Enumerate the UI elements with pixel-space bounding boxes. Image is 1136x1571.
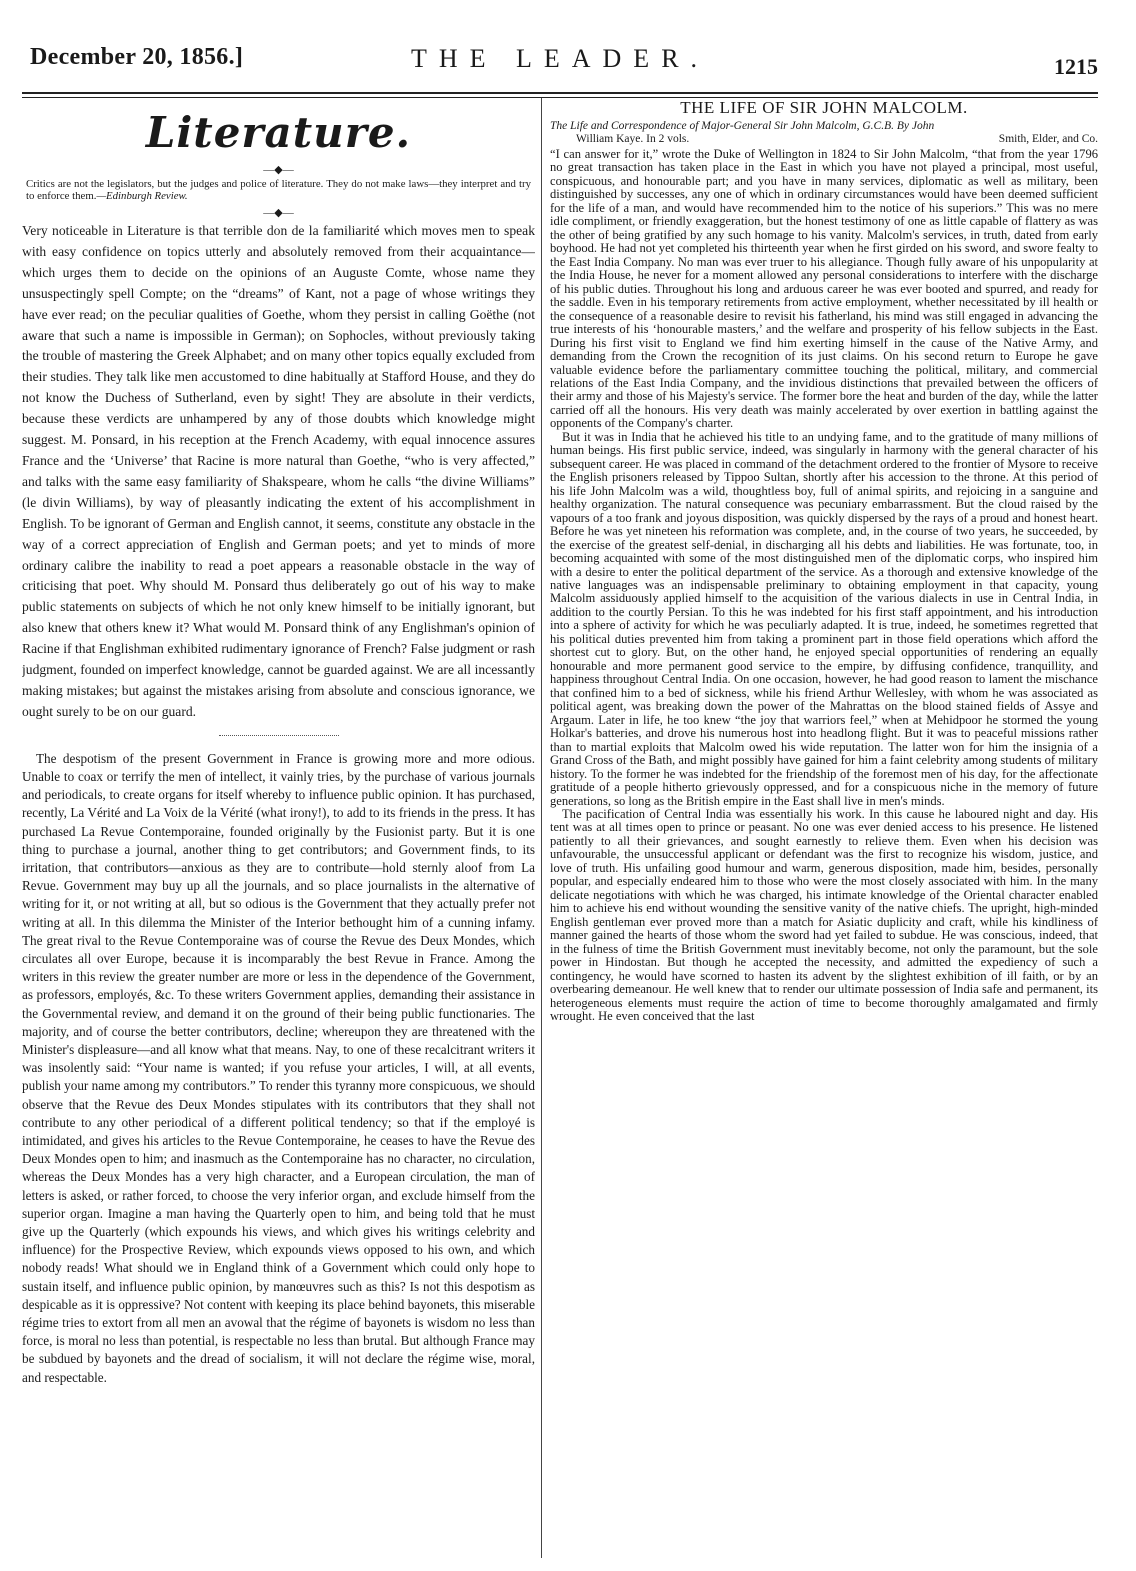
columns	[22, 98, 1098, 1558]
author-line: William Kaye. In 2 vols.	[576, 133, 690, 145]
column-rule	[541, 98, 542, 1558]
masthead	[22, 40, 1098, 94]
publisher: Smith, Elder, and Co.	[998, 133, 1098, 145]
ornament-divider: —◆—	[263, 164, 294, 176]
epigraph-source: —Edinburgh Review.	[96, 190, 188, 202]
ornament-divider: —◆—	[263, 207, 294, 219]
issue-date: December 20, 1856.]	[30, 44, 244, 70]
right-column	[550, 98, 1098, 1558]
article-paragraph: The despotism of the present Government in France is growing more and more odious. Unable to coax or terrify the men of intellect, it vainly tries, by the purchase of various journals and periodicals, to create organs for itself whereby to influence public opinion. It has purchased, recently, La Vérité and La Voix de la Vérité (what irony!), to add to its friends in the press. It has purchased La Revue Contemporaine, founded originally by the Fusionist party. But it is one thing to purchase a journal, another thing to get contributors; and Government finds, to its irritation, that contributors—anxious as they are to contribute—hold sternly aloof from La Revue. Government may buy up all the journals, and so place journalists in the alternative of writing for it, or not writing at all, but so odious is the Government that they actually prefer not writing at all. In this dilemma the Minister of the Interior bethought him of a cunning infamy. The great rival to the Revue Contemporaine was of course the Revue des Deux Mondes, which circulates all over Europe, because it is incomparably the best Revue in France. Among the writers in this review the greater number are more or less in the dependence of the Government, as professors, employés, &c. To these writers Government applies, demanding their assistance in the Governmental review, and demand it on the ground of their being public functionaries. The majority, and of course the better contributors, decline; whereupon they are threatened with the Minister's displeasure—and all know what that means. Nay, to one of these recalcitrant writers it was insolently said: “Your name is wanted; if you refuse your articles, I will, at all events, publish your name among my contributors.” To render this tyranny more conspicuous, we should observe that the Revue des Deux Mondes stipulates with its contributors that they shall not contribute to any other periodical of a different political tendency; so that if the employé is intimidated, and gives his articles to the Revue Contemporaine, he ceases to have the Revue des Deux Mondes open to him; and inasmuch as the Contemporaine has no character, no circulation, whereas the Deux Mondes has a very high character, and a European circulation, the man of letters is asked, or rather forced, to choose the very inferior organ, and exclude himself from the superior organ. Imagine a man having the Quarterly open to him, and being told that he must give up the Quarterly (which expounds his views, and which gives his writings celebrity and influence) for the Prospective Review, which expounds views opposed to his own, and which nobody reads! What should we in England think of a Government which could only hope to sustain itself, and influence public opinion, by manœuvres such as this? Is not this despotism as despicable as it is oppressive? Not content with keeping its place behind bayonets, this miserable régime tries to extort from all men an avowal that the régime of bayonets is wisdom no less than force, is moral no less than potential, is respectable no less than brutal. But although France may be subdued by bayonets and the dread of socialism, it will not declare the régime wise, moral, and respectable.	[22, 750, 535, 1385]
section-separator	[219, 735, 339, 736]
review-book-details	[576, 133, 1098, 146]
article-paragraph: Very noticeable in Literature is that terrible don de la familiarité which moves men to speak with easy confidence on topics utterly and absolutely removed from their acquaintance—which urges them to decide on the opinions of an Auguste Comte, whose name they unsuspectingly spell Compte; on the “dreams” of Kant, not a page of whose writings they have ever read; on the peculiar qualities of Goethe, whom they persist in calling Goëthe (not aware that such a name is impossible in German); on Sophocles, without previously taking the trouble of mastering the Greek Alphabet; and on many other topics equally excluded from their studies. They talk like men accustomed to dine habitually at Stafford House, and they do not know the Duchess of Sutherland, even by sight! They are absolute in their verdicts, because these verdicts are unhampered by any of those doubts which knowledge might suggest. M. Ponsard, in his reception at the French Academy, with equal innocence assures France and the ‘Universe’ that Racine is more natural than Goethe, “who is very affected,” and talks with the same easy familiarity of Shakspeare, whom he calls “the divine Williams” (le divin Williams), by way of pleasantly indicating the extent of his accomplishment in English. To be ignorant of German and English cannot, it seems, constitute any obstacle in the way of a correct appreciation of English and German poets; and yet to minds of more ordinary calibre the inability to read a poet appears a reasonable obstacle in the way of criticising that poet. Why should M. Ponsard thus deliberately go out of his way to make public statements on subjects of which he not only knew himself to be initially ignorant, but also knew that others knew it? What would M. Ponsard think of any Englishman's opinion of Racine if that Englishman exhibited rudimentary ignorance of French? False judgment or rash judgment, founded on imperfect knowledge, cannot be guarded against. We are all incessantly making mistakes; but against the mistakes arising from absolute and conscious ignorance, we ought surely to be on our guard.	[22, 223, 535, 719]
section-heading: Literature.	[145, 108, 412, 157]
review-paragraph: The pacification of Central India was essentially his work. In this cause he laboured night and day. His tent was at all times open to prince or peasant. No one was ever denied access to his presence. He listened patiently to all their grievances, and sought earnestly to relieve them. Even when his decision was unfavourable, the unsuccessful applicant or defendant was the first to recognize his wisdom, justice, and love of truth. His unfailing good humour and warm, generous disposition, made him, besides, personally popular, and especially endeared him to those who were the most closely associated with him. In the many delicate negotiations with which he was charged, his intimate knowledge of the Oriental character enabled him to achieve his end without wounding the sensitive vanity of the native chiefs. The upright, high-minded English gentleman ever proved more than a match for Asiatic duplicity and craft, while his kindliness of manner gained the hearts of those whom the sword had yet failed to subdue. He was conscious, indeed, that in the fulness of time the British Government must inevitably become, not only the paramount, but the sole power in Hindostan. But though he accepted the necessity, and admitted the expediency of such a contingency, he would have scorned to hasten its advent by the slightest exhibition of ill faith, or by an overbearing demeanour. He well knew that to render our ultimate possession of India safe and permanent, its heterogeneous elements must require the action of time to become thoroughly amalgamated and firmly wrought. He even conceived that the last	[550, 806, 1098, 1023]
page-number: 1215	[1054, 54, 1098, 79]
newspaper-title: THE LEADER.	[410, 44, 710, 73]
epigraph	[22, 178, 535, 202]
review-paragraph: But it was in India that he achieved his title to an undying fame, and to the gratitude of many millions of human beings. His first public service, indeed, was singularly in harmony with the general character of his subsequent career. He was placed in command of the detachment ordered to the frontier of Mysore to receive the English prisoners released by Tippoo Sultan, shortly after his accession to the throne. At this period of his life John Malcolm was a wild, thoughtless boy, full of animal spirits, and rejoicing in a sanguine and healthy organization. The natural consequence was pecuniary embarrassment. But the cloud raised by the vapours of a too frank and joyous disposition, was quickly dispersed by the rays of a proud and honest heart. Before he was yet nineteen his reformation was complete, and, in the course of two years, he succeeded, by the exercise of the greatest self-denial, in discharging all his debts and liabilities. He was fortunate, too, in becoming acquainted with some of the most distinguished men of the diplomatic corps, who inspired him with a desire to enter the political department of the service. As a thorough and extensive knowledge of the native languages was an indispensable preliminary to obtaining employment in that capacity, young Malcolm assiduously applied himself to the acquisition of the various dialects in use in Central India, in addition to the courtly Persian. To this he was indebted for his first staff appointment, and his introduction into a sphere of activity for which he was peculiarly adapted. It is true, indeed, he sometimes regretted that his political duties prevented him from taking a prominent part in those field operations which afford the shortest cut to glory. But, on the other hand, he enjoyed special opportunities of rendering an equally honourable and more permanent good service to the empire, by diffusing confidence, tranquillity, and happiness throughout Central India. On one occasion, however, he had good reason to lament the mischance that confined him to a bed of sickness, while his friend Arthur Wellesley, with whom he was associated as political agent, was breaking down the power of the Mahrattas on the blood stained fields of Assye and Argaum. Later in life, he too knew “the joy that warriors feel,” when at Mehidpoor he stormed the young Holkar's batteries, and drove his numerous host into headlong flight. But it was to peaceful missions rather than to martial exploits that Malcolm owed his wide reputation. The latter won for him the insignia of a Grand Cross of the Bath, and might possibly have gained for him a faint celebrity among students of military history. To the former he was indebted for the friendship of the foremost men of his day, for the affectionate gratitude of a people hitherto grievously oppressed, and for a conspicuous niche in the memory of future generations, so long as the British empire in the East shall live in men's minds.	[550, 429, 1098, 808]
epigraph-text: Critics are not the legislators, but the judges and police of literature. They do not make laws—they interpret and try to enforce them.	[26, 178, 531, 202]
review-book-title: The Life and Correspondence of Major-General Sir John Malcolm, G.C.B. By John	[550, 120, 935, 132]
review-paragraph: “I can answer for it,” wrote the Duke of Wellington in 1824 to Sir John Malcolm, “that from the year 1796 no great transaction has taken place in the East in which you have not played a principal, most useful, conspicuous, and honourable part; and you have in many services, diplomatic as well as military, been distinguished by successes, any one of which in ordinary circumstances would have been deemed sufficient for the life of a man, and would have recommended him to the notice of his superiors.” This was no mere idle compliment, or friendly exaggeration, but the honest testimony of one as little capable of flattery as was the other of being gratified by any such homage to his vanity. Malcolm's services, in truth, dated from early boyhood. He had not yet completed his thirteenth year when he first girded on his sword, and swore fealty to the East India Company. No man was ever truer to his allegiance. Though fully aware of his unpopularity at the India House, he never for a moment allowed any personal considerations to interfere with the discharge of his public duties. Throughout his long and arduous career he was ever booted and spurred, and ready for the saddle. Even in his temporary retirements from active employment, whether necessitated by ill health or the consequence of a reasonable desire to revisit his fatherland, his mind was still engaged in advancing the true interests of his ‘honourable masters,’ and the welfare and prosperity of his fellow subjects in the East. During his first visit to England we find him exerting himself in the cause of the Native Army, and demanding from the Crown the recognition of its just claims. On his second return to Europe he gave valuable evidence before the parliamentary committee touching the political, military, and commercial relations of the East India Company, and the invidious distinctions that prevailed between the officers of their army and those of his Majesty's service. The former bore the heat and burden of the day, while the latter carried off all the honours. His very death was mainly accelerated by over exertion in battling against the opponents of the Company's charter.	[550, 147, 1098, 431]
review-title: THE LIFE OF SIR JOHN MALCOLM.	[680, 98, 968, 117]
left-column	[22, 98, 535, 1558]
